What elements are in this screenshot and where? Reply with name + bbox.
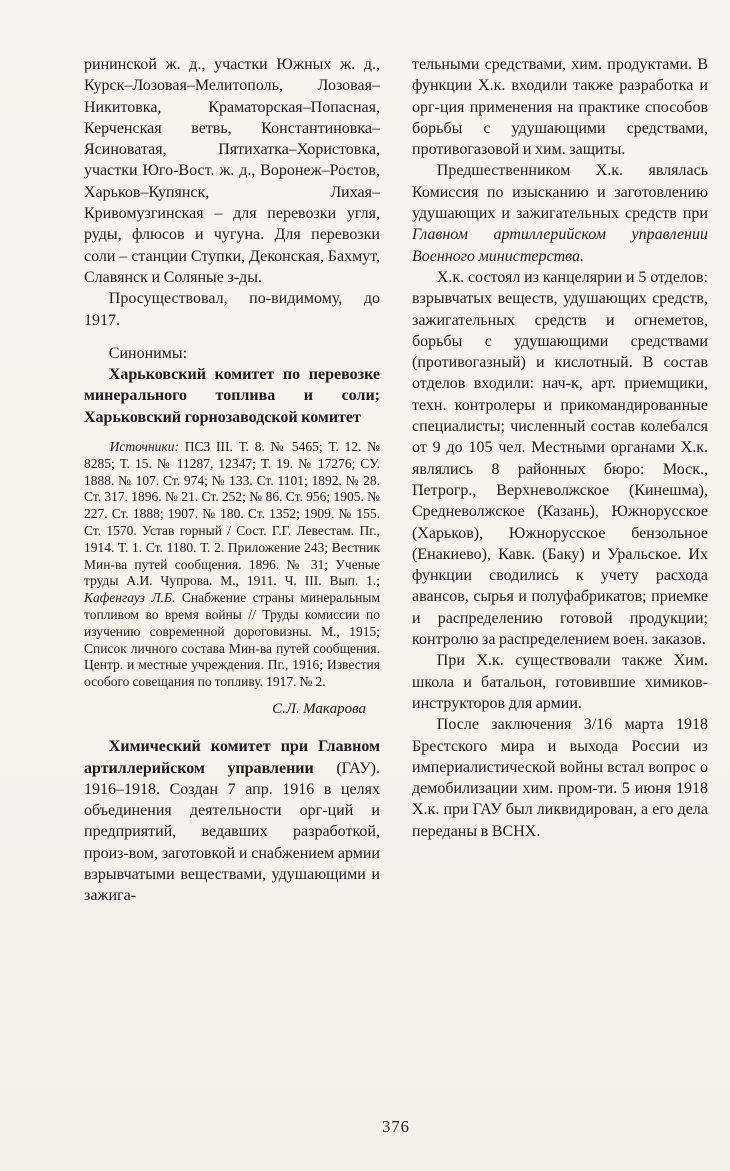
paragraph-railway-continuation: рининской ж. д., участки Южных ж. д., Курск–Лозовая–Мелитополь, Лозовая–Никитовка, Краматорская–Попасная, Керченская ветвь, Константиновка–Ясиноватая, Пятихатка–Хористовка, участки Юго-Вост. ж. д., Воронеж–Ростов, Харьков–Купянск, Лихая–Кривомузгинская – для перевозки угля, руды, флюсов и чугуна. Для перевозки соли – станции Ступки, Деконская, Бахмут, Славянск и Соляные з-ды. [84, 56, 380, 286]
paragraph-structure: Х.к. состоял из канцелярии и 5 отделов: взрывчатых веществ, удушающих средств, зажигательных средств и огнеметов, борьбы с удушающими средствами (противогазный) и кислотный. В состав отделов входили: нач-к, арт. приемщики, техн. контролеры и прикомандированные специалисты; численный состав колебался от 9 до 105 чел. Местными органами Х.к. являлись 8 районных бюро: Моск., Петрогр., Верхневолжское (Кинешма), Средневолжское (Казань), Южнорусское (Харьков), Южнорусское бензольное (Енакиево), Кавк. (Баку) и Уральское. Их функции сводились к учету расхода авансов, сырья и полуфабрикатов; приемке и распределению готовой продукции; контролю за распределением воен. заказов. [412, 268, 708, 649]
article-title: Химический комитет при Главном артиллерийском управлении [84, 738, 380, 777]
synonyms-text: Харьковский комитет по перевозке минерального топлива и соли; Харьковский горнозаводской комитет [84, 366, 380, 426]
institution-name-italic: Главном артиллерийском управлении Военного министерства. [412, 226, 708, 265]
sources-label: Источники: [109, 439, 179, 455]
sources-paragraph [84, 439, 380, 691]
paragraph-predecessor [412, 160, 708, 266]
sources-text-part2: Снабжение страны минеральным топливом во время войны // Труды комиссии по изучению современной дороговизны. М., 1915; Список личного состава Мин-ва путей сообщения. Центр. и местные учреждения. Пг., 1916; Известия особого совещания по топливу. 1917. № 2. [84, 590, 380, 690]
synonyms-label: Синонимы: [108, 344, 188, 362]
left-column [84, 54, 380, 907]
predecessor-text: Предшественником Х.к. являлась Комиссия по изысканию и заготовлению удушающих и зажигательных средств при [412, 162, 708, 223]
article-author-signature: С.Л. Макарова [272, 701, 366, 717]
sources-text-part1: ПСЗ III. Т. 8. № 5465; Т. 12. № 8285; Т. 15. № 11287, 12347; Т. 19. № 17276; СУ. 1888. № 107. Ст. 974; № 133. Ст. 1101; 1892. № 28. Ст. 317. 1896. № 21. Ст. 252; № 86. Ст. 956; 1905. № 227. Ст. 1888; 1907. № 180. Ст. 1352; 1909. № 155. Ст. 1570. Устав горный / Сост. Г.Г. Левестам. Пг., 1914. Т. 1. Ст. 1180. Т. 2. Приложение 243; Вестник Мин-ва путей сообщения. 1896. № 31; Ученые труды А.И. Чупрова. М., 1911. Ч. III. Вып. 1.; [84, 439, 380, 589]
next-article-start [84, 736, 380, 906]
paragraph-existed-until: Просуществовал, по-видимому, до 1917. [84, 290, 380, 329]
page-number: 376 [382, 1117, 410, 1136]
paragraph-functions-continuation: тельными средствами, хим. продуктами. В функции Х.к. входили также разработка и орг-ция применения на практике способов борьбы с удушающими средствами, противогазовой и хим. защиты. [412, 56, 708, 159]
right-column [412, 54, 708, 907]
paragraph-school: При Х.к. существовали также Хим. школа и батальон, готовившие химиков-инструкторов для армии. [412, 652, 708, 712]
paragraph-liquidation: После заключения 3/16 марта 1918 Брестского мира и выхода России из империалистической войны встал вопрос о демобилизации хим. пром-ти. 5 июня 1918 Х.к. при ГАУ был ликвидирован, а его дела переданы в ВСНХ. [412, 716, 708, 840]
article-lead-text: (ГАУ). 1916–1918. Создан 7 апр. 1916 в целях объединения деятельности орг-ций и предприятий, ведавших разработкой, произ-вом, заготовкой и снабжением армии взрывчатыми веществами, удушающими и зажига- [84, 759, 380, 905]
sources-cited-author: Кафенгауз Л.Б. [84, 590, 176, 606]
